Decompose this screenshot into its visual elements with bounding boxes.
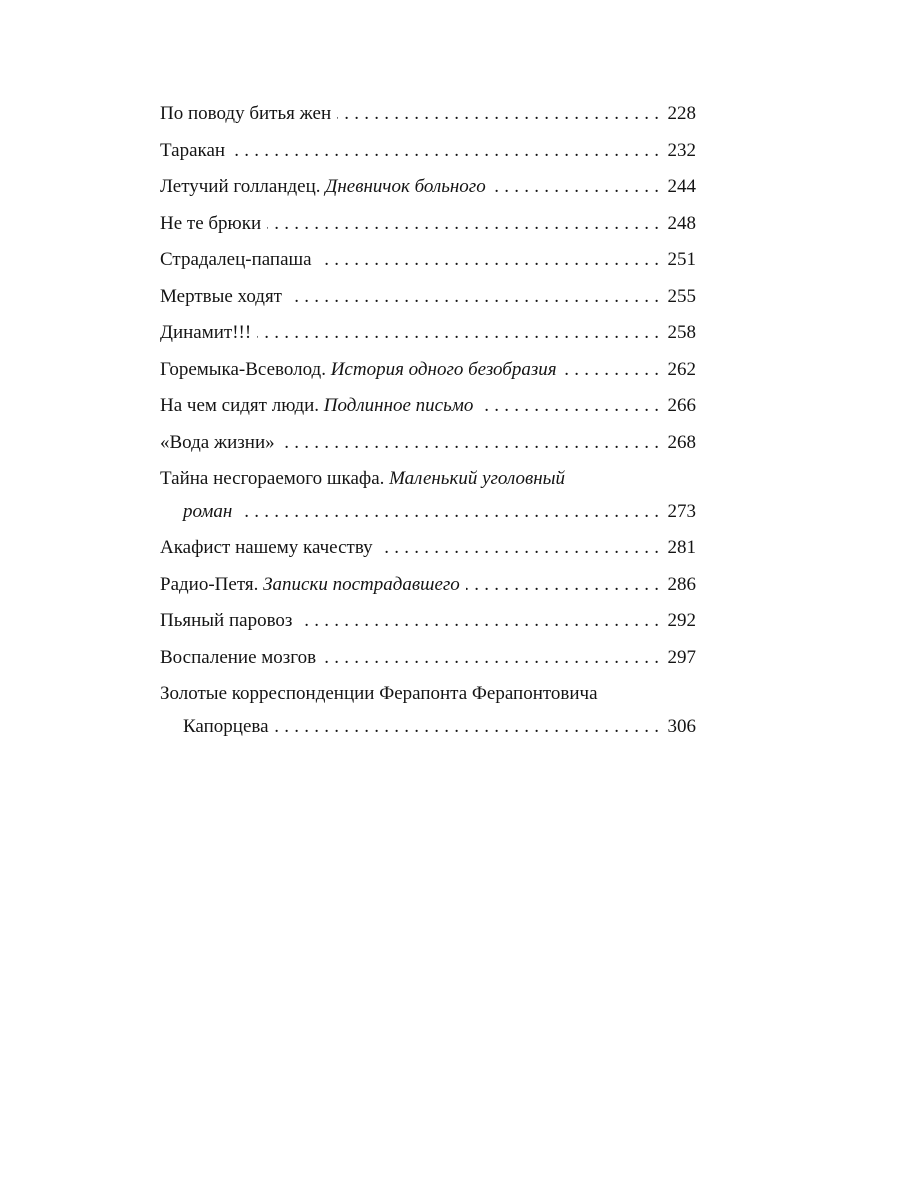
dot-leader bbox=[563, 352, 659, 389]
toc-entry[interactable] bbox=[160, 206, 696, 243]
entry-title: Акафист нашему качеству bbox=[160, 537, 373, 558]
page-number: 306 bbox=[667, 716, 696, 737]
dot-leader bbox=[337, 96, 659, 133]
dot-leader bbox=[231, 133, 659, 170]
page-number: 258 bbox=[667, 322, 696, 343]
toc-entry[interactable] bbox=[160, 315, 696, 352]
entry-title: Таракан bbox=[160, 139, 226, 161]
entry-subtitle: Записки пострадавшего bbox=[263, 573, 460, 595]
entry-title-group bbox=[160, 567, 460, 604]
dot-leader bbox=[281, 425, 659, 462]
entry-title: Не те брюки bbox=[160, 212, 262, 234]
entry-title: По поводу битья жен bbox=[160, 103, 332, 124]
entry-title: На чем сидят люди. bbox=[160, 395, 320, 416]
page-number: 268 bbox=[667, 431, 696, 453]
page-number: 251 bbox=[667, 249, 696, 270]
entry-title: Горемыка-Всеволод. bbox=[160, 358, 326, 380]
toc-entry[interactable] bbox=[160, 530, 696, 567]
dot-leader bbox=[318, 242, 659, 279]
dot-leader bbox=[288, 279, 659, 316]
entry-title: Воспаление мозгов bbox=[160, 646, 317, 668]
toc-entry[interactable] bbox=[160, 464, 696, 530]
page-number: 266 bbox=[667, 395, 696, 416]
dot-leader bbox=[322, 640, 659, 677]
entry-title-group bbox=[160, 464, 696, 494]
toc-entry[interactable] bbox=[160, 603, 696, 640]
page-number: 262 bbox=[667, 358, 696, 380]
entry-title-group bbox=[160, 352, 557, 389]
page-number: 292 bbox=[667, 610, 696, 631]
entry-subtitle: Подлинное письмо bbox=[323, 395, 474, 416]
entry-title-group bbox=[160, 169, 486, 206]
entry-title: Радио-Петя. bbox=[160, 573, 259, 595]
entry-title: «Вода жизни» bbox=[160, 431, 275, 453]
entry-title: Золотые корреспонденции Ферапонта Ферапонтовича bbox=[160, 683, 598, 704]
toc-entry[interactable] bbox=[160, 242, 696, 279]
toc-entry[interactable] bbox=[160, 425, 696, 462]
dot-leader bbox=[257, 315, 659, 352]
entry-title: Страдалец-папаша bbox=[160, 249, 312, 270]
entry-subtitle-continuation: роман bbox=[183, 501, 233, 522]
entry-title: Динамит!!! bbox=[160, 322, 252, 343]
dot-leader bbox=[479, 388, 659, 425]
dot-leader bbox=[379, 530, 659, 567]
dot-leader bbox=[275, 709, 659, 745]
entry-title: Пьяный паровоз bbox=[160, 610, 293, 631]
table-of-contents bbox=[160, 96, 696, 745]
toc-entry[interactable] bbox=[160, 169, 696, 206]
entry-title: Летучий голландец. bbox=[160, 176, 321, 197]
toc-entry[interactable] bbox=[160, 679, 696, 745]
dot-leader bbox=[298, 603, 659, 640]
page-number: 273 bbox=[667, 501, 696, 522]
entry-title-group bbox=[160, 388, 473, 425]
toc-entry[interactable] bbox=[160, 133, 696, 170]
toc-entry[interactable] bbox=[160, 640, 696, 677]
page-number: 228 bbox=[667, 103, 696, 124]
page-number: 286 bbox=[667, 573, 696, 595]
entry-title-continuation: Капорцева bbox=[183, 716, 269, 737]
page-number: 297 bbox=[667, 646, 696, 668]
page-number: 232 bbox=[667, 139, 696, 161]
toc-entry[interactable] bbox=[160, 96, 696, 133]
dot-leader bbox=[466, 567, 659, 604]
toc-entry[interactable] bbox=[160, 567, 696, 604]
entry-title: Мертвые ходят bbox=[160, 285, 282, 307]
page-number: 281 bbox=[667, 537, 696, 558]
entry-subtitle: История одного безобразия bbox=[330, 358, 557, 380]
dot-leader bbox=[238, 494, 659, 530]
entry-subtitle: Дневничок больного bbox=[325, 176, 486, 197]
toc-entry[interactable] bbox=[160, 279, 696, 316]
dot-leader bbox=[267, 206, 659, 243]
entry-title: Тайна несгораемого шкафа. bbox=[160, 468, 385, 489]
page-number: 255 bbox=[667, 285, 696, 307]
page-number: 248 bbox=[667, 212, 696, 234]
dot-leader bbox=[492, 169, 659, 206]
entry-subtitle: Маленький уголовный bbox=[389, 468, 566, 489]
toc-entry[interactable] bbox=[160, 388, 696, 425]
toc-entry[interactable] bbox=[160, 352, 696, 389]
page-number: 244 bbox=[667, 176, 696, 197]
